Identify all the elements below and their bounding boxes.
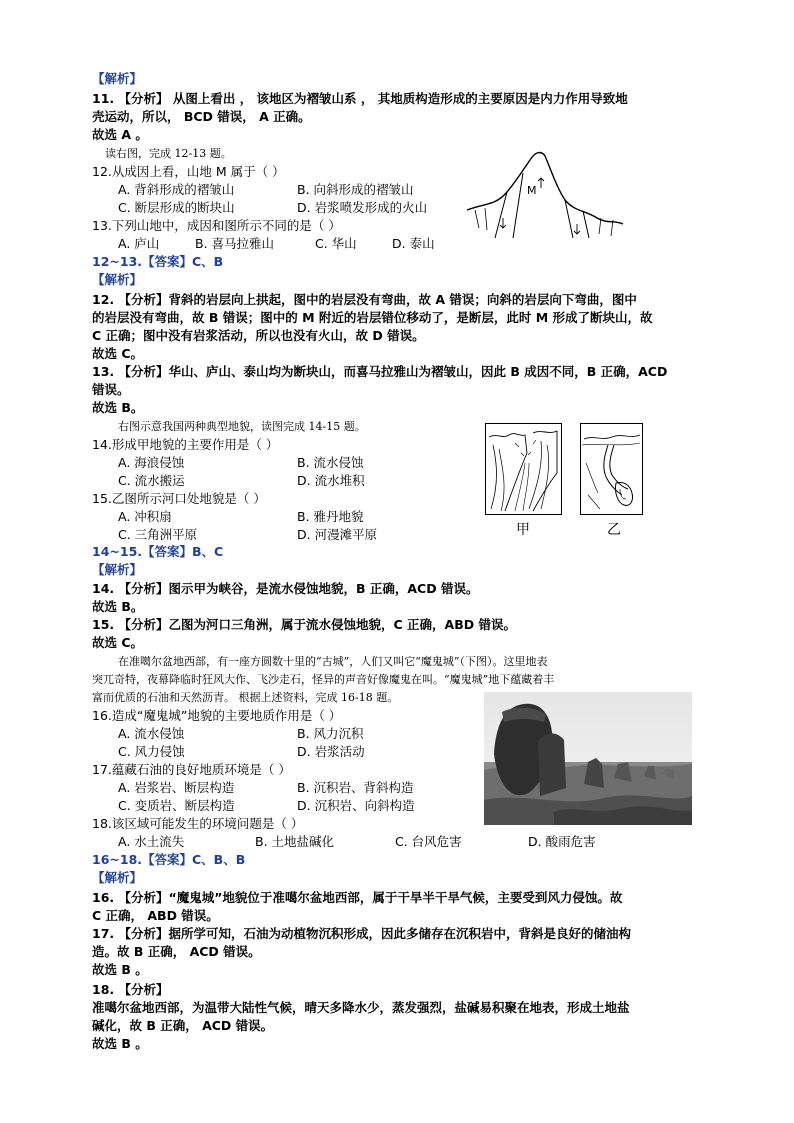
analysis-13: 13. 【分析】华山、庐山、泰山均为断块山，而喜马拉雅山为褶皱山，因此 B 成因不同，B 正确，ACD <box>92 364 668 379</box>
question-12: 12.从成因上看，山地 M 属于（ ） <box>92 164 285 179</box>
analysis-14: 14. 【分析】图示甲为峡谷，是流水侵蚀地貌，B 正确，ACD 错误。 <box>92 581 479 596</box>
option-16d: D. 岩浆活动 <box>297 744 365 759</box>
option-17c: C. 变质岩、断层构造 <box>118 798 235 813</box>
question-13: 13.下列山地中，成因和图所示不同的是（ ） <box>92 218 341 233</box>
passage-line-3: 富而优质的石油和天然沥青。 根据上述资料，完成 16-18 题。 <box>92 691 399 704</box>
option-18d: D. 酸雨危害 <box>528 834 596 849</box>
option-16a: A. 流水侵蚀 <box>118 726 185 741</box>
analysis-12-cont2: C 正确；图中没有岩浆活动，所以也没有火山，故 D 错误。 <box>92 328 425 343</box>
analysis-12: 12. 【分析】背斜的岩层向上拱起，图中的岩层没有弯曲，故 A 错误；向斜的岩层向下弯曲，图中 <box>92 292 637 307</box>
question-18: 18.该区域可能发生的环境问题是（ ） <box>92 816 304 831</box>
analysis-header: 【解析】 <box>92 71 143 86</box>
passage-line-1: 在准噶尔盆地西部，有一座方圆数十里的“古城”，人们又叫它“魔鬼城”（下图）。这里地表 <box>118 655 548 668</box>
analysis-18: 18. 【分析】 <box>92 982 169 997</box>
choice-15: 故选 C。 <box>92 635 144 650</box>
canyon-figure <box>485 423 562 515</box>
passage-line-2: 突兀奇特，夜幕降临时狂风大作、飞沙走石，怪异的声音好像魔鬼在叫。“魔鬼城”地下蕴藏着丰 <box>92 673 555 686</box>
choice-13: 故选 B。 <box>92 400 144 415</box>
jia-label: 甲 <box>516 522 530 538</box>
option-17a: A. 岩浆岩、断层构造 <box>118 780 235 795</box>
m-label: M <box>527 184 537 197</box>
analysis-13-cont: 错误。 <box>92 382 130 397</box>
option-12c: C. 断层形成的断块山 <box>118 200 235 215</box>
instruction-12-13: 读右图，完成 12-13 题。 <box>105 147 232 160</box>
option-18c: C. 台风危害 <box>395 834 462 849</box>
option-18a: A. 水土流失 <box>118 834 185 849</box>
option-12a: A. 背斜形成的褶皱山 <box>118 182 235 197</box>
choice-17: 故选 B 。 <box>92 962 148 977</box>
option-14b: B. 流水侵蚀 <box>297 455 364 470</box>
question-15: 15.乙图所示河口处地貌是（ ） <box>92 491 266 506</box>
option-18b: B. 土地盐碱化 <box>255 834 335 849</box>
option-14d: D. 流水堆积 <box>297 473 365 488</box>
option-16b: B. 风力沉积 <box>297 726 364 741</box>
instruction-14-15: 右图示意我国两种典型地貌，读图完成 14-15 题。 <box>118 420 366 433</box>
analysis-16: 16. 【分析】“魔鬼城”地貌位于准噶尔盆地西部，属于干旱半干旱气候，主要受到风力侵蚀。故 <box>92 890 623 905</box>
option-17d: D. 沉积岩、向斜构造 <box>297 798 415 813</box>
option-15a: A. 冲积扇 <box>118 509 172 524</box>
analysis-16-cont: C 正确， ABD 错误。 <box>92 908 219 923</box>
option-15d: D. 河漫滩平原 <box>297 527 378 542</box>
option-15b: B. 雅丹地貌 <box>297 509 364 524</box>
choice-14: 故选 B。 <box>92 599 144 614</box>
analysis-12-cont: 的岩层没有弯曲，故 B 错误；图中的 M 附近的岩层错位移动了，是断层，此时 M 形成了断块山，故 <box>92 310 653 325</box>
option-12d: D. 岩浆喷发形成的火山 <box>297 200 428 215</box>
option-17b: B. 沉积岩、背斜构造 <box>297 780 414 795</box>
analysis-18-cont2: 碱化，故 B 正确， ACD 错误。 <box>92 1018 274 1033</box>
analysis-17-cont: 造。故 B 正确， ACD 错误。 <box>92 944 261 959</box>
question-16: 16.造成“魔鬼城”地貌的主要地质作用是（ ） <box>92 708 342 723</box>
option-13d: D. 泰山 <box>392 236 435 251</box>
choice-11: 故选 A 。 <box>92 127 148 142</box>
choice-12: 故选 C。 <box>92 346 144 361</box>
option-16c: C. 风力侵蚀 <box>118 744 185 759</box>
answer-16-18: 16~18.【答案】C、B、B <box>92 852 246 867</box>
option-13b: B. 喜马拉雅山 <box>195 236 275 251</box>
option-13a: A. 庐山 <box>118 236 160 251</box>
analysis-15: 15. 【分析】乙图为河口三角洲，属于流水侵蚀地貌，C 正确，ABD 错误。 <box>92 617 516 632</box>
option-14c: C. 流水搬运 <box>118 473 185 488</box>
answer-12-13: 12~13.【答案】C、B <box>92 254 224 269</box>
analysis-header-2: 【解析】 <box>92 272 143 287</box>
option-12b: B. 向斜形成的褶皱山 <box>297 182 414 197</box>
analysis-18-cont: 准噶尔盆地西部，为温带大陆性气候，晴天多降水少，蒸发强烈，盐碱易积聚在地表，形成土地盐 <box>92 1000 630 1015</box>
analysis-header-4: 【解析】 <box>92 870 143 885</box>
analysis-17: 17. 【分析】据所学可知，石油为动植物沉积形成，因此多储存在沉积岩中，背斜是良好的储油构 <box>92 926 631 941</box>
analysis-11: 11. 【分析】 从图上看出 ， 该地区为褶皱山系 ， 其地质构造形成的主要原因是内力作用导致地 <box>92 91 628 106</box>
choice-18: 故选 B 。 <box>92 1036 148 1051</box>
analysis-header-3: 【解析】 <box>92 562 143 577</box>
yi-label: 乙 <box>607 522 621 538</box>
question-17: 17.蕴藏石油的良好地质环境是（ ） <box>92 762 291 777</box>
option-13c: C. 华山 <box>315 236 357 251</box>
question-14: 14.形成甲地貌的主要作用是（ ） <box>92 437 279 452</box>
option-15c: C. 三角洲平原 <box>118 527 198 542</box>
option-14a: A. 海浪侵蚀 <box>118 455 185 470</box>
delta-figure <box>580 423 643 515</box>
analysis-11-cont: 壳运动，所以， BCD 错误， A 正确。 <box>92 109 311 124</box>
answer-14-15: 14~15.【答案】B、C <box>92 544 224 559</box>
fault-block-mountain-figure <box>465 148 625 240</box>
devil-city-photo <box>484 692 692 825</box>
